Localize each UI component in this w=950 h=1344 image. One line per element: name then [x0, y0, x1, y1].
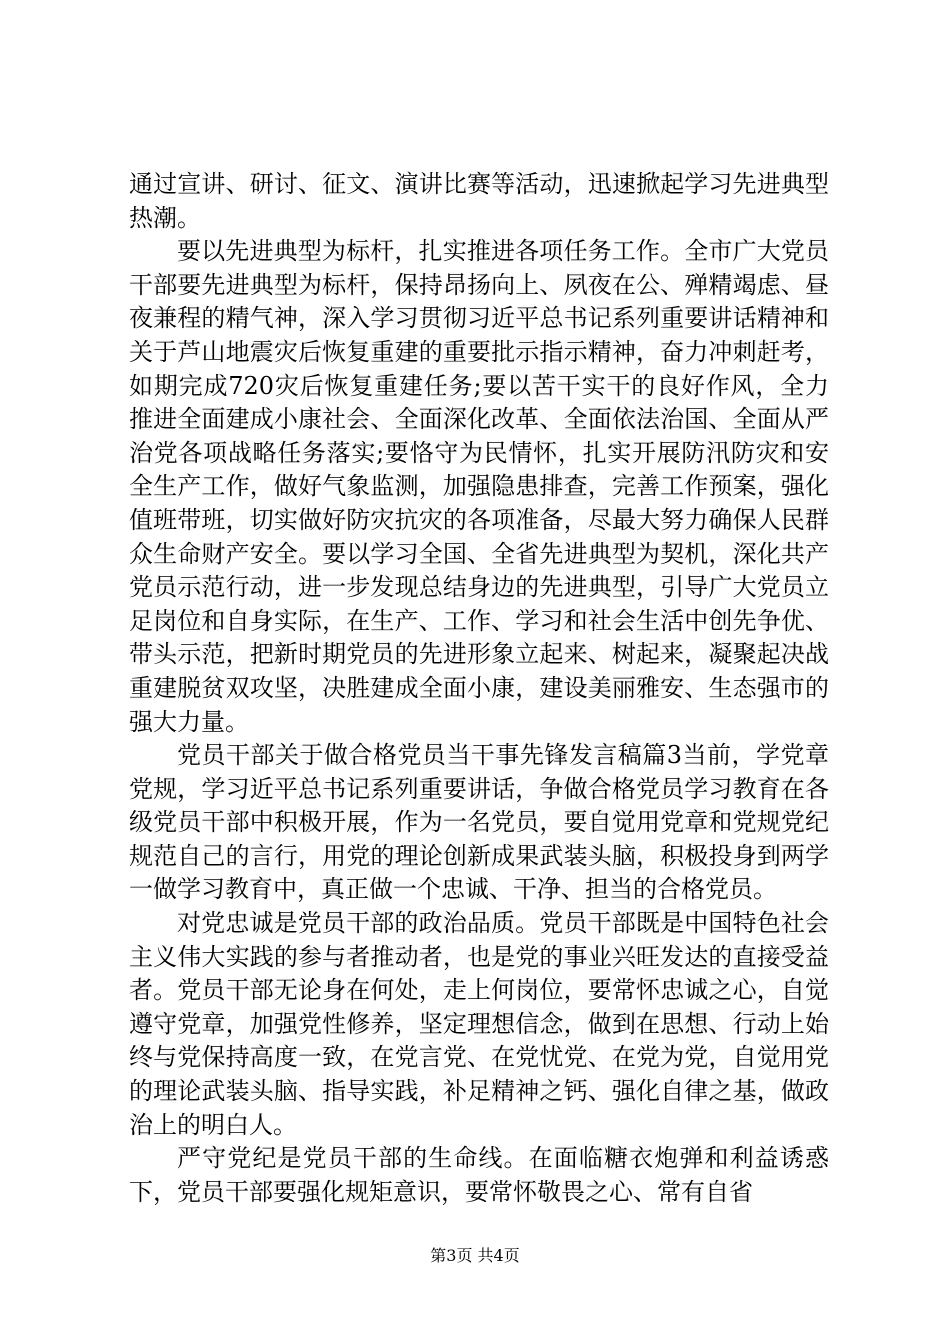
paragraph-3: 党员干部关于做合格党员当干事先锋发言稿篇3当前，学党章党规，学习近平总书记系列重要讲话，争做合格党员学习教育在各级党员干部中积极开展，作为一名党员，要自觉用党章和党规党纪规范自己的言行，用党的理论创新成果武装头脑，积极投身到两学一做学习教育中，真正做一个忠诚、干净、担当的合格党员。: [129, 741, 829, 904]
paragraph-5: 严守党纪是党员干部的生命线。在面临糖衣炮弹和利益诱惑下，党员干部要强化规矩意识，要常怀敬畏之心、常有自省: [129, 1144, 829, 1206]
paragraph-2: 要以先进典型为标杆，扎实推进各项任务工作。全市广大党员干部要先进典型为标杆，保持昂扬向上、夙夜在公、殚精竭虑、昼夜兼程的精气神，深入学习贯彻习近平总书记系列重要讲话精神和关于芦山地震灾后恢复重建的重要批示指示精神，奋力冲刺赶考，如期完成720灾后恢复重建任务;要以苦干实干的良好作风，全力推进全面建成小康社会、全面深化改革、全面依法治国、全面从严治党各项战略任务落实;要恪守为民情怀，扎实开展防汛防灾和安全生产工作，做好气象监测，加强隐患排查，完善工作预案，强化值班带班，切实做好防灾抗灾的各项准备，尽最大努力确保人民群众生命财产安全。要以学习全国、全省先进典型为契机，深化共产党员示范行动，进一步发现总结身边的先进典型，引导广大党员立足岗位和自身实际，在生产、工作、学习和社会生活中创先争优、带头示范，把新时期党员的先进形象立起来、树起来，凝聚起决战重建脱贫双攻坚，决胜建成全面小康，建设美丽雅安、生态强市的强大力量。: [129, 237, 829, 736]
paragraph-4: 对党忠诚是党员干部的政治品质。党员干部既是中国特色社会主义伟大实践的参与者推动者，也是党的事业兴旺发达的直接受益者。党员干部无论身在何处，走上何岗位，要常怀忠诚之心，自觉遵守党章，加强党性修养，坚定理想信念，做到在思想、行动上始终与党保持高度一致，在党言党、在党忧党、在党为党，自觉用党的理论武装头脑、指导实践，补足精神之钙、强化自律之基，做政治上的明白人。: [129, 909, 829, 1139]
page-number-footer: 第3页 共4页: [430, 1246, 520, 1265]
paragraph-1: 通过宣讲、研讨、征文、演讲比赛等活动，迅速掀起学习先进典型热潮。: [129, 170, 829, 232]
document-body: [129, 168, 829, 1209]
